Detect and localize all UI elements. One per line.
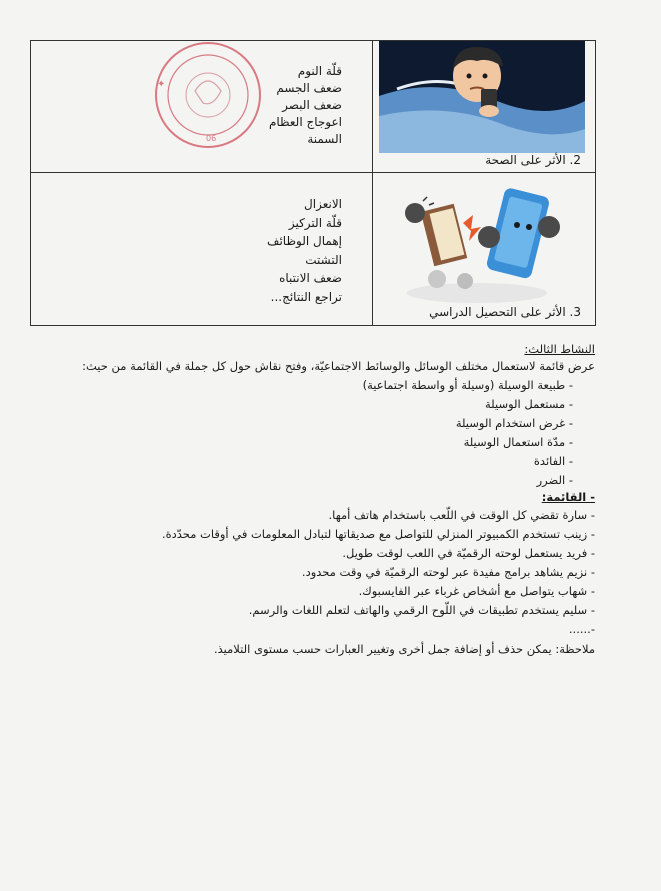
official-seal-icon (143, 41, 273, 153)
study-caption: 3. الأثر على التحصيل الدراسي (429, 305, 581, 319)
list-item: - فريد يستعمل لوحته الرقميّة في اللعب لوقت طويل. (342, 546, 595, 560)
scenario-list (162, 506, 595, 639)
list-item: - غرض استخدام الوسيلة (455, 416, 573, 430)
activity-section (82, 342, 595, 490)
boy-using-phone-illustration (377, 41, 587, 153)
list-item: إهمال الوظائف (267, 234, 342, 248)
list-item: التشتت (305, 252, 342, 267)
list-item: السمنة (307, 132, 342, 146)
list-item: - نزيم يشاهد برامج مفيدة عبر لوحته الرقميّة في وقت محدود. (301, 565, 595, 579)
list-item: - زينب تستخدم الكمبيوتر المنزلي للتواصل مع صديقاتها لتبادل المعلومات في أوقات محدّدة. (161, 527, 595, 541)
list-heading: - القائمة: (541, 490, 595, 504)
phone-vs-book-illustration (377, 183, 587, 308)
list-item: -...... (568, 622, 595, 636)
list-item: ضعف البصر (282, 98, 342, 112)
svg-text:✦: ✦ (157, 79, 166, 90)
criteria-list (82, 376, 573, 490)
list-item: - الضرر (536, 473, 573, 487)
study-effects-list (267, 195, 342, 306)
health-caption: 2. الأثر على الصحة (485, 153, 581, 167)
list-item: - سارة تقضي كل الوقت في اللّعب باستخدام هاتف أمها. (328, 508, 595, 522)
list-item: ضعف الانتباه (279, 271, 342, 285)
study-row (31, 173, 595, 325)
list-item: اعوجاج العظام (268, 115, 342, 129)
health-row (31, 41, 595, 173)
list-item: - طبيعة الوسيلة (وسيلة أو واسطة اجتماعية) (362, 378, 573, 392)
list-section (162, 490, 595, 656)
svg-text:06: 06 (206, 134, 217, 143)
list-item: قلّة النوم (297, 64, 342, 78)
list-item: - الفائدة (533, 454, 573, 468)
activity-intro: عرض قائمة لاستعمال مختلف الوسائل والوسائط الاجتماعيّة، وفتح نقاش حول كل جملة في القائمة من حيث: (82, 359, 595, 373)
list-item: - شهاب يتواصل مع أشخاص غرباء عبر الفايسبوك. (358, 584, 595, 598)
list-item: - مستعمل الوسيلة (485, 397, 573, 411)
note-text: ملاحظة: يمكن حذف أو إضافة جمل أخرى وتغيير العبارات حسب مستوى التلاميذ. (213, 642, 595, 656)
list-item: - سليم يستخدم تطبيقات في اللّوح الرقمي والهاتف لتعلم اللغات والرسم. (248, 603, 595, 617)
list-item: ضعف الجسم (276, 81, 342, 95)
list-item: تراجع النتائج... (270, 289, 342, 304)
list-item: قلّة التركيز (288, 215, 342, 230)
activity-heading: النشاط الثالث: (524, 342, 595, 356)
health-effects-list (269, 63, 342, 148)
list-item: - مدّة استعمال الوسيلة (463, 435, 573, 449)
effects-table (30, 40, 596, 326)
list-item: الانعزال (304, 197, 342, 211)
